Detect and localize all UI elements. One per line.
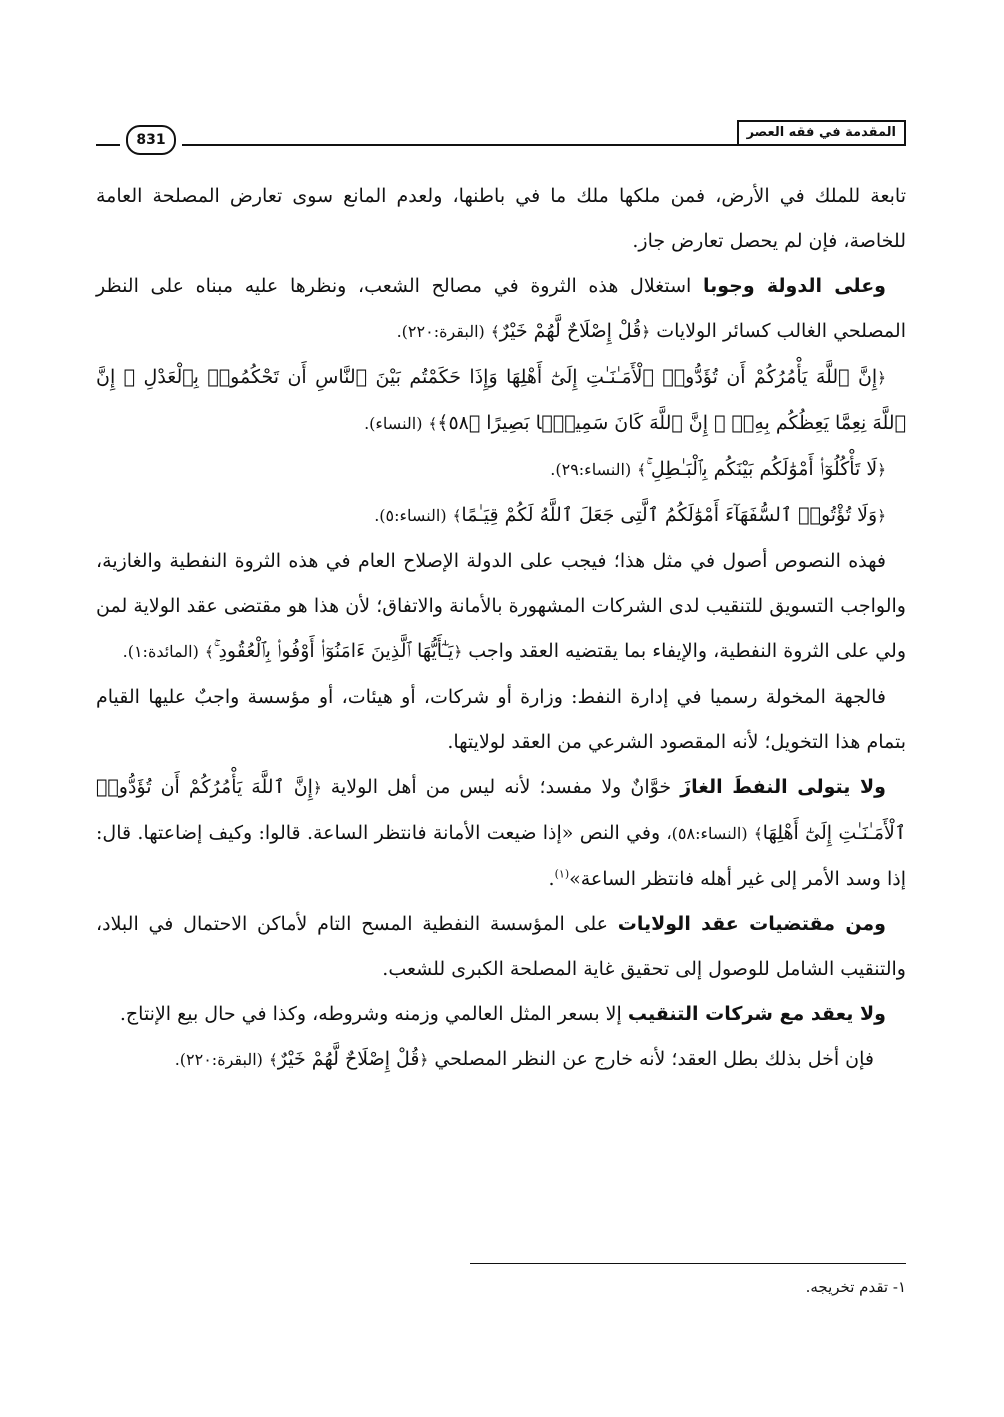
verse-reference: (النساء:٥). [374,506,447,525]
paragraph-6 [96,902,906,992]
footnote-1: ١- تقدم تخريجه. [805,1278,906,1296]
verse-reference: (البقرة:٢٢٠). [396,322,485,341]
verse-reference: (النساء:٥٨)، [666,824,748,843]
paragraph-5-end: . [548,868,555,890]
footnote-separator [470,1263,906,1264]
verse-reference: (النساء:٢٩). [550,460,632,479]
ornament-open: ﴿ [877,369,886,387]
page-number-frame [120,123,182,159]
ornament-close: ﴾ [637,461,647,479]
quran-verse: قُلْ إِصْلَاحٌ لَّهُمْ خَيْرٌ [277,1048,420,1070]
ornament-open: ﴿ [312,779,322,797]
quran-verse: يَـٰٓأَيُّهَا ٱلَّذِينَ ءَامَنُوٓا۟ أَوْفُوا۟ بِٱلْعُقُودِ ۚ [213,640,454,662]
paragraph-3-text: فهذه النصوص أصول في مثل هذا؛ فيجب على الدولة الإصلاح العام في هذه الثروة النفطية والغازية، والواجب التسويق للتنقيب لدى الشركات المشهورة بالأمانة والاتفاق؛ لأن هذا هو مقتضى عقد الولاية لمن ولي على الثروة النفطية، والإيفاء بما يقتضيه العقد واجب [96,550,906,662]
ornament-close: ﴾ [268,1051,278,1069]
quran-quote-3 [96,493,906,539]
ornament-close: ﴾ [490,323,500,341]
ornament-close: ﴾ [204,643,214,661]
quran-quote-2 [96,447,906,493]
paragraph-8 [96,1037,906,1083]
ornament-open: ﴿ [641,323,651,341]
paragraph-5-text-1: خوَّانٌ ولا مفسد؛ لأنه ليس من أهل الولاية [321,776,681,798]
quran-verse: إِنَّ ٱللَّهَ يَأْمُرُكُمْ أَن تُؤَدُّوا۟ ٱلْأَمَـٰنَـٰتِ إِلَىٰٓ أَهْلِهَا [96,776,906,844]
quran-verse: إِنَّ ٱللَّهَ يَأْمُرُكُمْ أَن تُؤَدُّوا۟ ٱلْأَمَـٰنَـٰتِ إِلَىٰٓ أَهْلِهَا وَإِذَا حَكَمْتُم بَيْنَ ٱلنَّاسِ أَن تَحْكُمُوا۟ بِٱلْعَدْلِ ۚ إِنَّ ٱللَّهَ نِعِمَّا يَعِظُكُم بِهِۦٓ ۗ إِنَّ ٱللَّهَ كَانَ سَمِيعًۢا بَصِيرًا ﴿٥٨﴾ [96,366,906,434]
paragraph-2-lead: وعلى الدولة وجوبا [702,275,886,297]
paragraph-7-lead: ولا يعقد مع شركات التنقيب [627,1003,886,1025]
paragraph-2-text: استغلال هذه الثروة في مصالح الشعب، ونظرها عليه مبناه على النظر المصلحي الغالب كسائر الولايات [96,275,906,342]
ornament-close: ﴾ [753,825,763,843]
ornament-close: ﴾ [452,507,462,525]
ornament-open: ﴿ [877,507,886,525]
footnote-marker[interactable]: (١) [554,867,570,881]
paragraph-5-lead: ولا يتولى النفطَ الغازَ [680,776,886,798]
quran-verse: لَا تَأْكُلُوٓا۟ أَمْوَٰلَكُم بَيْنَكُم بِٱلْبَـٰطِلِ ۚ [646,458,878,480]
paragraph-4: فالجهة المخولة رسميا في إدارة النفط: وزارة أو شركات، أو هيئات، أو مؤسسة واجبٌ عليها القيام بتمام هذا التخويل؛ لأنه المقصود الشرعي من العقد لولايتها. [96,686,906,753]
paragraph-3 [96,539,906,675]
ornament-open: ﴿ [877,461,886,479]
verse-reference: (المائدة:١). [122,642,199,661]
verse-reference: (البقرة:٢٢٠). [174,1050,263,1069]
paragraph-2 [96,264,906,355]
header-rule [96,144,906,146]
book-title: المقدمة في فقه العصر [737,120,906,144]
paragraph-1: تابعة للملك في الأرض، فمن ملكها ملك ما في باطنها، ولعدم المانع سوى تعارض المصلحة العامة للخاصة، فإن لم يحصل تعارض جاز. [96,185,906,252]
ornament-open: ﴿ [419,1051,429,1069]
ornament-close: ﴾ [428,415,438,433]
quran-verse: قُلْ إِصْلَاحٌ لَّهُمْ خَيْرٌ [499,320,642,342]
paragraph-8-text: فإن أخل بذلك بطل العقد؛ لأنه خارج عن النظر المصلحي [428,1048,874,1070]
paragraph-7 [96,992,906,1037]
page-body [96,174,906,1083]
paragraph-7-text: إلا بسعر المثل العالمي وزمنه وشروطه، وكذا في حال بيع الإنتاج. [119,1003,628,1025]
paragraph-5-text-2: وفي النص «إذا ضيعت الأمانة فانتظر الساعة. قالوا: وكيف إضاعتها. قال: إذا وسد الأمر إلى غير أهله فانتظر الساعة» [96,822,906,890]
quran-verse: وَلَا تُؤْتُوا۟ ٱلسُّفَهَآءَ أَمْوَٰلَكُمُ ٱلَّتِى جَعَلَ ٱللَّهُ لَكُمْ قِيَـٰمًا [461,504,878,526]
quran-quote-1 [96,355,906,447]
verse-reference: (النساء). [364,414,423,433]
paragraph-5 [96,765,906,902]
page-header [96,116,906,160]
paragraph-6-text: على المؤسسة النفطية المسح التام لأماكن الاحتمال في البلاد، والتنقيب الشامل للوصول إلى تحقيق غاية المصلحة الكبرى للشعب. [96,913,906,980]
ornament-open: ﴿ [453,643,463,661]
paragraph-6-lead: ومن مقتضيات عقد الولايات [617,913,886,935]
page-number: 831 [126,125,176,155]
